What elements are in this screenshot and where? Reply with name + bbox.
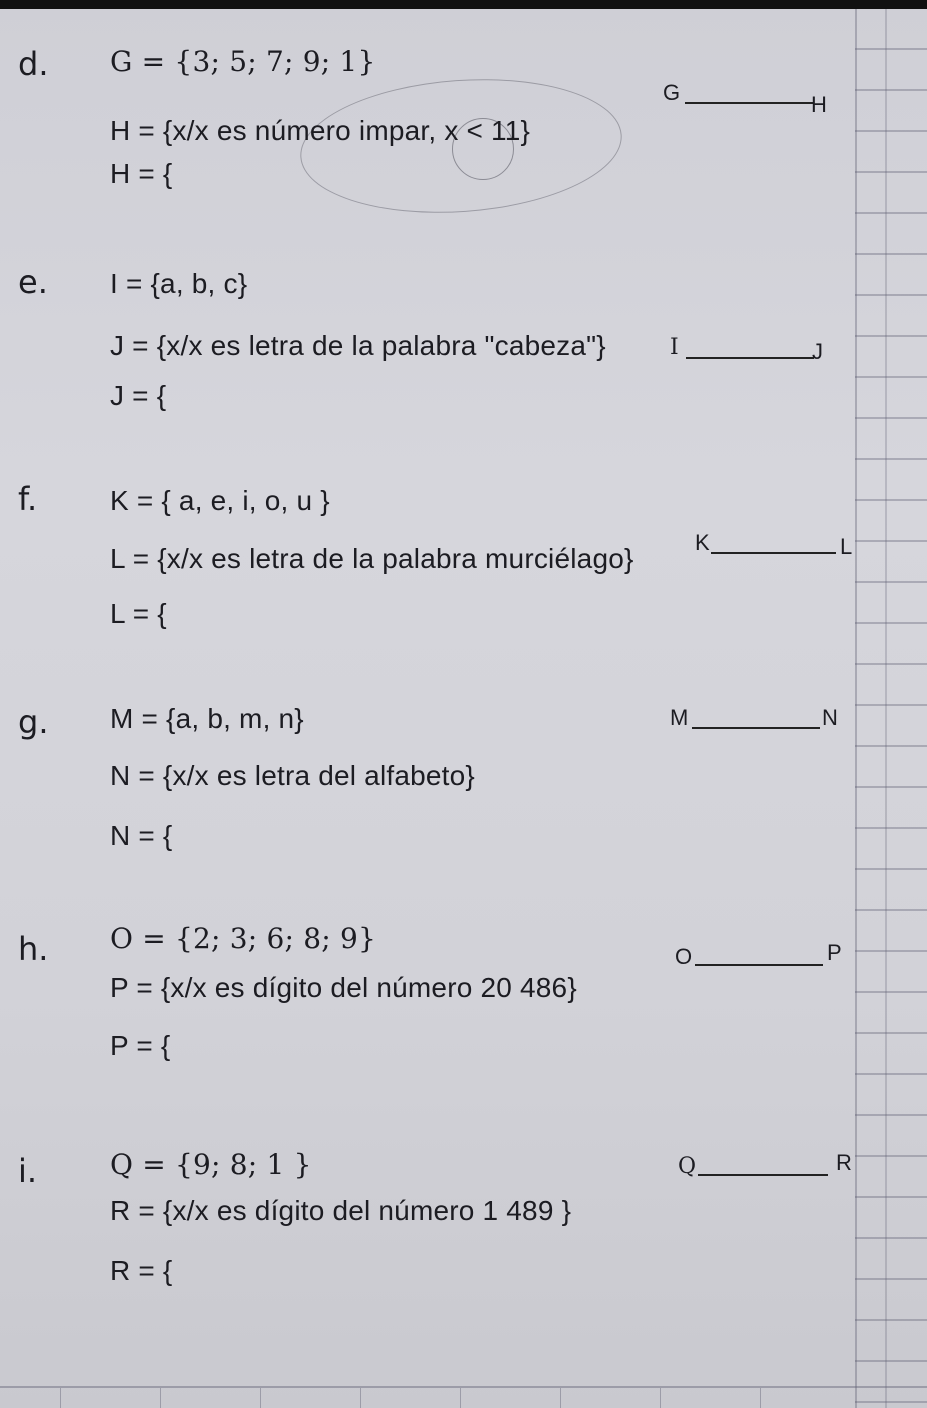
set-description: H = {x/x es número impar, x < 11} bbox=[110, 115, 531, 146]
exercise-label: e. bbox=[18, 263, 48, 301]
grid-tick bbox=[660, 1388, 661, 1408]
set-description: R = {x/x es dígito del número 1 489 } bbox=[110, 1195, 572, 1226]
exercise-label: g. bbox=[18, 703, 49, 741]
set-definition: I = {a, b, c} bbox=[110, 268, 248, 299]
connector-line bbox=[685, 102, 813, 104]
grid-tick bbox=[260, 1388, 261, 1408]
set-description: J = {x/x es letra de la palabra "cabeza"} bbox=[110, 330, 606, 361]
relation-connector bbox=[670, 705, 850, 745]
relation-connector bbox=[670, 335, 840, 375]
exercise-label: f. bbox=[18, 480, 38, 518]
set-extension-blank: P = { bbox=[110, 1030, 171, 1061]
connector-left: G bbox=[663, 80, 681, 105]
exercise-label: i. bbox=[18, 1152, 38, 1190]
grid-tick bbox=[60, 1388, 61, 1408]
set-definition: M = {a, b, m, n} bbox=[110, 703, 304, 734]
connector-left: M bbox=[670, 705, 689, 730]
grid-tick bbox=[160, 1388, 161, 1408]
grid-paper-margin bbox=[855, 9, 927, 1408]
connector-left: I bbox=[670, 335, 679, 360]
connector-right: P bbox=[827, 940, 842, 965]
set-description: P = {x/x es dígito del número 20 486} bbox=[110, 972, 577, 1003]
connector-left: Q bbox=[678, 1154, 697, 1179]
connector-line bbox=[686, 357, 814, 359]
set-extension-blank: L = { bbox=[110, 598, 167, 629]
connector-left: O bbox=[675, 944, 693, 969]
connector-right: R bbox=[836, 1150, 852, 1175]
relation-connector bbox=[695, 530, 865, 570]
grid-tick bbox=[760, 1388, 761, 1408]
set-definition: K = { a, e, i, o, u } bbox=[110, 485, 330, 516]
connector-left: K bbox=[695, 530, 710, 555]
relation-connector bbox=[678, 1150, 858, 1190]
set-definition: Q = {9; 8; 1 } bbox=[110, 1148, 312, 1181]
connector-right: L bbox=[840, 534, 853, 559]
grid-tick bbox=[460, 1388, 461, 1408]
set-extension-blank: H = { bbox=[110, 158, 173, 189]
connector-line bbox=[711, 552, 836, 554]
set-extension-blank: J = { bbox=[110, 380, 167, 411]
relation-connector bbox=[675, 940, 855, 980]
connector-right: H bbox=[811, 92, 827, 117]
set-definition: O = {2; 3; 6; 8; 9} bbox=[110, 922, 377, 955]
set-description: L = {x/x es letra de la palabra murciélago} bbox=[110, 543, 634, 574]
connector-line bbox=[692, 727, 820, 729]
relation-connector bbox=[663, 80, 833, 120]
connector-line bbox=[695, 964, 823, 966]
grid-tick bbox=[360, 1388, 361, 1408]
set-extension-blank: R = { bbox=[110, 1255, 173, 1286]
connector-right: N bbox=[822, 705, 838, 730]
exercise-label: h. bbox=[18, 930, 49, 968]
connector-right: J bbox=[812, 339, 823, 364]
connector-line bbox=[698, 1174, 828, 1176]
set-description: N = {x/x es letra del alfabeto} bbox=[110, 760, 475, 791]
grid-tick bbox=[560, 1388, 561, 1408]
bottom-rule bbox=[0, 1386, 927, 1388]
exercise-label: d. bbox=[18, 45, 49, 83]
top-edge bbox=[0, 0, 927, 9]
set-definition: G = {3; 5; 7; 9; 1} bbox=[110, 45, 376, 78]
set-extension-blank: N = { bbox=[110, 820, 173, 851]
